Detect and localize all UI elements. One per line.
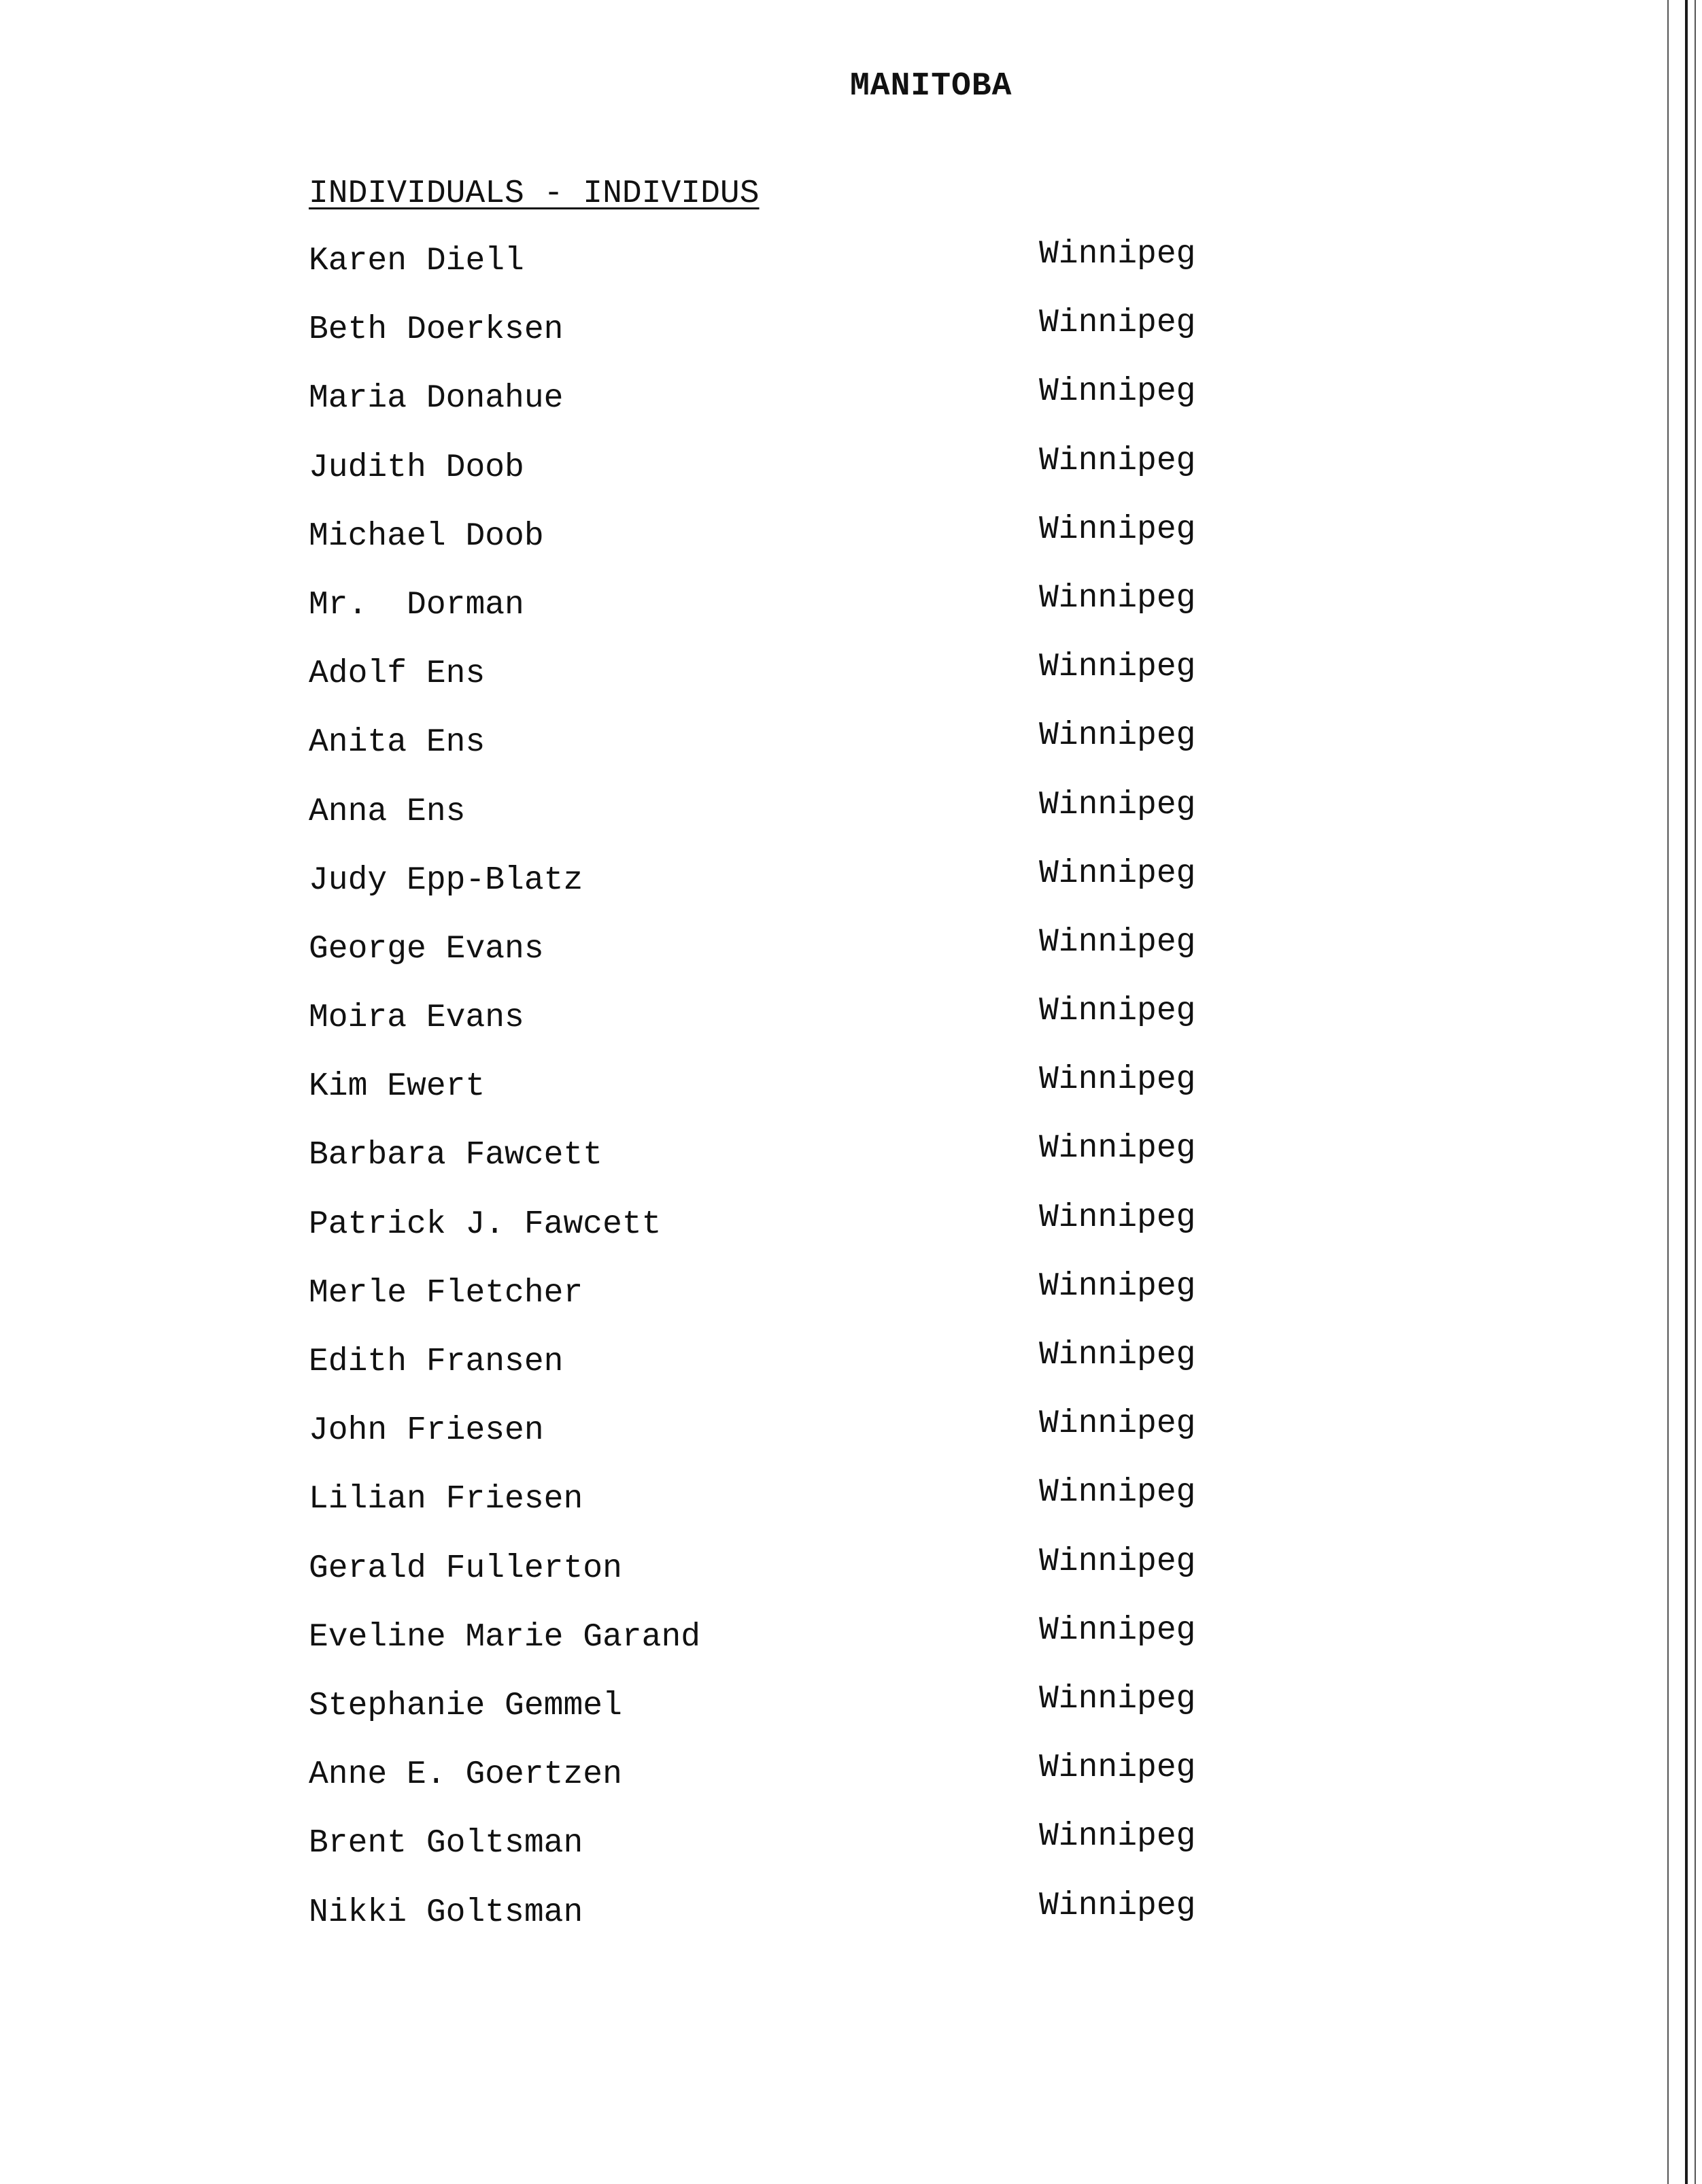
entry-name: Stephanie Gemmel	[309, 1687, 622, 1724]
entry-name: Anne E. Goertzen	[309, 1756, 622, 1794]
entry-name: Eveline Marie Garand	[309, 1618, 701, 1656]
entry-name: Beth Doerksen	[309, 311, 564, 349]
list-item	[309, 1405, 1261, 1481]
entry-name: Anna Ens	[309, 793, 466, 830]
list-item	[309, 1061, 1261, 1137]
entry-city: Winnipeg	[1039, 1887, 1196, 1924]
list-item	[309, 1199, 1261, 1275]
entry-city: Winnipeg	[1039, 1474, 1196, 1512]
page-title: MANITOBA	[850, 68, 1012, 105]
list-item	[309, 1337, 1261, 1412]
entry-name: Mr. Dorman	[309, 586, 524, 624]
entry-name: Judith Doob	[309, 449, 524, 486]
entry-city: Winnipeg	[1039, 373, 1196, 411]
entry-city: Winnipeg	[1039, 579, 1196, 617]
list-item	[309, 1130, 1261, 1206]
list-item	[309, 717, 1261, 793]
entry-name: Merle Fletcher	[309, 1274, 583, 1312]
entry-city: Winnipeg	[1039, 1680, 1196, 1718]
entry-name: Maria Donahue	[309, 380, 564, 417]
list-item	[309, 855, 1261, 931]
list-item	[309, 993, 1261, 1068]
entry-city: Winnipeg	[1039, 923, 1196, 961]
list-item	[309, 1611, 1261, 1688]
entry-city: Winnipeg	[1039, 1611, 1196, 1649]
entry-city: Winnipeg	[1039, 1267, 1196, 1305]
list-item	[309, 1267, 1261, 1344]
entry-city: Winnipeg	[1039, 786, 1196, 823]
entry-city: Winnipeg	[1039, 236, 1196, 273]
entry-name: Moira Evans	[309, 1000, 524, 1037]
entry-name: Kim Ewert	[309, 1068, 486, 1106]
list-item	[309, 1887, 1261, 1963]
entry-name: Adolf Ens	[309, 655, 486, 693]
page-edge-line	[1695, 0, 1696, 2184]
list-item	[309, 1474, 1261, 1550]
entry-city: Winnipeg	[1039, 855, 1196, 892]
entry-name: Lilian Friesen	[309, 1481, 583, 1518]
entry-city: Winnipeg	[1039, 511, 1196, 548]
entry-name: Edith Fransen	[309, 1344, 564, 1380]
page-edge-line	[1667, 0, 1669, 2184]
entry-city: Winnipeg	[1039, 1061, 1196, 1099]
list-item	[309, 305, 1261, 380]
entry-name: George Evans	[309, 930, 544, 968]
list-item	[309, 236, 1261, 311]
entry-name: Gerald Fullerton	[309, 1550, 622, 1587]
entry-name: Nikki Goltsman	[309, 1894, 583, 1931]
entry-name: Anita Ens	[309, 724, 486, 762]
entry-city: Winnipeg	[1039, 442, 1196, 479]
entry-city: Winnipeg	[1039, 1750, 1196, 1787]
entry-city: Winnipeg	[1039, 649, 1196, 686]
entry-name: Barbara Fawcett	[309, 1137, 603, 1174]
list-item	[309, 442, 1261, 518]
section-heading: INDIVIDUALS - INDIVIDUS	[309, 175, 760, 212]
list-item	[309, 579, 1261, 655]
entry-city: Winnipeg	[1039, 305, 1196, 342]
entry-city: Winnipeg	[1039, 1199, 1196, 1236]
entry-name: Patrick J. Fawcett	[309, 1206, 662, 1243]
entry-city: Winnipeg	[1039, 1543, 1196, 1580]
list-item	[309, 511, 1261, 587]
entry-name: John Friesen	[309, 1412, 544, 1450]
entry-city: Winnipeg	[1039, 1130, 1196, 1167]
list-item	[309, 1543, 1261, 1619]
entry-name: Karen Diell	[309, 243, 524, 279]
list-item	[309, 923, 1261, 1000]
list-item	[309, 1750, 1261, 1825]
list-item	[309, 1680, 1261, 1756]
list-item	[309, 1818, 1261, 1894]
entry-city: Winnipeg	[1039, 717, 1196, 755]
entry-city: Winnipeg	[1039, 1337, 1196, 1373]
entry-name: Michael Doob	[309, 517, 544, 555]
page-edge-line	[1685, 0, 1688, 2184]
entry-name: Judy Epp-Blatz	[309, 861, 583, 899]
entry-name: Brent Goltsman	[309, 1825, 583, 1862]
list-item	[309, 373, 1261, 449]
entry-city: Winnipeg	[1039, 1818, 1196, 1856]
entry-city: Winnipeg	[1039, 1405, 1196, 1443]
list-item	[309, 786, 1261, 862]
individuals-list	[309, 236, 1261, 1963]
list-item	[309, 649, 1261, 724]
entry-city: Winnipeg	[1039, 993, 1196, 1030]
